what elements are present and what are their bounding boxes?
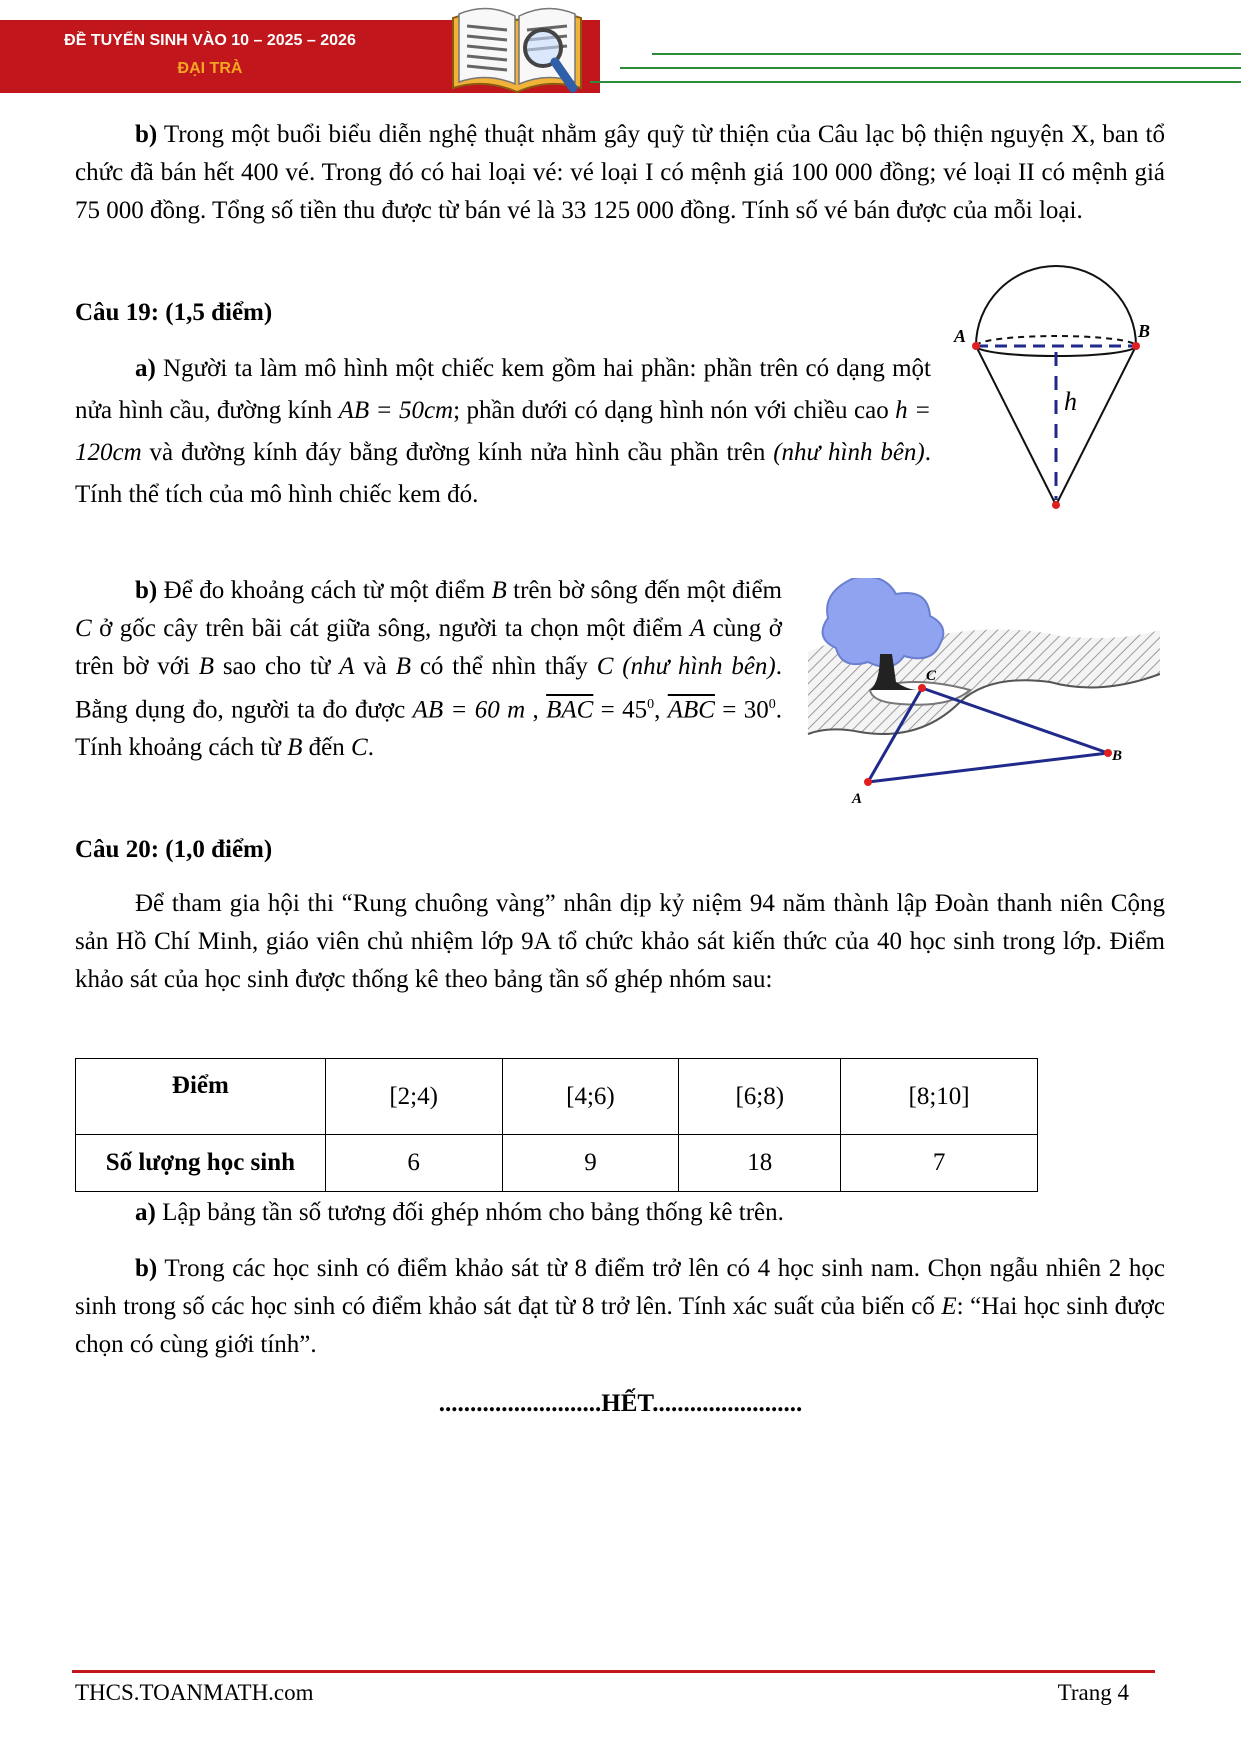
table-count-4: 7: [841, 1135, 1038, 1192]
ice-cream-figure: [950, 262, 1150, 514]
q19b-text-1: Để đo khoảng cách từ một điểm: [157, 577, 492, 604]
q19b-pt-b-3: B: [395, 653, 412, 680]
q19b-pt-c-2: C: [596, 653, 614, 680]
q19a-label: a): [135, 355, 156, 382]
q20-heading: Câu 20: (1,0 điểm): [75, 836, 273, 863]
river-label-b: B: [1112, 748, 1123, 764]
river-label-c: C: [926, 668, 937, 684]
q20b-label: b): [135, 1255, 158, 1282]
q19a-paragraph: [75, 348, 931, 516]
q20a-paragraph: [75, 1194, 1165, 1232]
table-row: [76, 1059, 1038, 1135]
q19b-deg-2: 0: [768, 697, 776, 712]
q20b-text-2: : “Hai học sinh được chọn có cùng giới tính”.: [75, 1293, 1165, 1358]
q19b-pt-b-1: B: [491, 577, 507, 604]
q19b-text-4: cùng ở trên bờ với: [75, 615, 782, 680]
q19b-pt-b-4: B: [287, 734, 303, 762]
q19b-text-6: và: [354, 653, 396, 680]
q19b-text-8: . Bằng dụng đo, người ta đo được: [75, 653, 782, 724]
frequency-table: [75, 1058, 1038, 1192]
q19b-text-5: sao cho từ: [214, 653, 340, 680]
q19a-text-4: . Tính thể tích của mô hình chiếc kem đó.: [75, 439, 932, 508]
q20b-event: E: [941, 1293, 957, 1320]
q19a-math-ab: AB = 50cm: [338, 397, 454, 424]
q18b-text: Trong một buổi biểu diễn nghệ thuật nhằm gây quỹ từ thiện của Câu lạc bộ thiện nguyện X, ban tổ chức đã bán hết 400 vé. Trong đó có hai loại vé: vé loại I có mệnh giá 100 000 đồng; vé loại II có mệnh giá 75 000 đồng. Tổng số tiền thu được từ bán vé là 33 125 000 đồng. Tính số vé bán được của mỗi loại.: [75, 121, 1165, 224]
q19b-text-3: ở gốc cây trên bãi cát giữa sông, người ta chọn một điểm: [91, 615, 691, 642]
table-count-3: 18: [679, 1135, 841, 1192]
table-row: [76, 1135, 1038, 1192]
book-magnifier-icon: [445, 0, 590, 100]
q20b-paragraph: [75, 1250, 1165, 1364]
q19-heading: Câu 19: (1,5 điểm): [75, 299, 273, 326]
label-h: h: [1064, 387, 1077, 416]
footer-page-number: Trang 4: [1057, 1680, 1129, 1705]
q19b-text-10: đến: [308, 734, 351, 762]
river-figure: [800, 578, 1160, 810]
q20-intro: Để tham gia hội thi “Rung chuông vàng” nhân dịp kỷ niệm 94 năm thành lập Đoàn thanh niên Cộng sản Hồ Chí Minh, giáo viên chủ nhiệm lớp 9A tổ chức khảo sát kiến thức của 40 học sinh trong lớp. Điểm khảo sát của học sinh được thống kê theo bảng tần số ghép nhóm sau:: [75, 890, 1165, 993]
q19b-pt-b-2: B: [198, 653, 214, 680]
end-mark: ..........................HẾT........................: [438, 1390, 803, 1417]
q19b-label: b): [135, 577, 158, 604]
table-interval-3: [6;8): [679, 1059, 841, 1135]
river-label-a: A: [852, 791, 863, 807]
table-header-count: Số lượng học sinh: [76, 1135, 326, 1192]
q19b-paragraph: b) Để đo khoảng cách từ một điểm B trên bờ sông đến một điểm C ở gốc cây trên bãi cát giữa sông, người ta chọn một điểm A cùng ở trên bờ với B sao cho từ A và B có thể nhìn thấy C (như hình bên). Bằng dụng đo, người ta đo được AB = 60 m , $\overline{BAC} = 45^0$, $\overline{ABC} = 30^0$. Tính khoảng cách từ B đến C.: [75, 577, 783, 762]
label-a: A: [954, 326, 967, 346]
point-a-dot: [972, 342, 980, 350]
q19a-text-2: ; phần dưới có dạng hình nón với chiều cao: [453, 397, 896, 424]
q19b-angle-abc: $\overline{ABC}$: [667, 696, 715, 724]
label-b: B: [1138, 321, 1150, 341]
q19b-val-bac: = 45: [593, 696, 648, 724]
q19a-text-italic: (như hình bên): [773, 439, 925, 466]
q19b-sep: ,: [525, 696, 547, 724]
q19b-text-7: có thể nhìn thấy: [411, 653, 597, 680]
q19b-deg-1: 0: [647, 697, 655, 712]
q19b-text-9: . Tính khoảng cách từ: [75, 696, 783, 762]
header-title: ĐỀ TUYỂN SINH VÀO 10 – 2025 – 2026: [64, 32, 356, 49]
table-interval-2: [4;6): [502, 1059, 679, 1135]
q20a-label: a): [135, 1199, 156, 1226]
q19b-sep-2: ,: [654, 696, 668, 724]
q19b-pt-a-2: A: [339, 653, 355, 680]
q20b-text-1: Trong các học sinh có điểm khảo sát từ 8 điểm trở lên có 4 học sinh nam. Chọn ngẫu nhiên 2 học sinh trong số các học sinh có điểm khảo sát đạt từ 8 trở lên. Tính xác suất của biến cố: [75, 1255, 1165, 1320]
header-subtitle: ĐẠI TRÀ: [177, 60, 243, 77]
q18b-label: b): [135, 121, 158, 148]
table-header-diem: Điểm: [76, 1059, 326, 1135]
q19a-text-3: và đường kính đáy bằng đường kính nửa hình cầu phần trên: [141, 439, 774, 466]
footer-divider: [72, 1670, 1155, 1673]
q19b-val-abc: = 30: [714, 696, 769, 724]
q19b-pt-c-3: C: [351, 734, 368, 762]
q19a-math-h: h = 120cm: [75, 397, 932, 466]
q19b-math-ab: AB = 60 m: [412, 696, 526, 724]
q19b-text-italic: (như hình bên): [622, 653, 776, 680]
table-interval-1: [2;4): [325, 1059, 502, 1135]
q19b-pt-a-1: A: [690, 615, 706, 642]
header-decor-lines: [590, 50, 1241, 90]
table-interval-4: [8;10]: [841, 1059, 1038, 1135]
footer-site: THCS.TOANMATH.com: [75, 1680, 314, 1705]
table-count-2: 9: [502, 1135, 679, 1192]
q19b-text-2: trên bờ sông đến một điểm: [506, 577, 782, 604]
q19b-pt-c-1: C: [75, 615, 92, 642]
tree-canopy: [823, 578, 944, 667]
q18b-paragraph: [75, 116, 1165, 230]
table-count-1: 6: [325, 1135, 502, 1192]
q19b-angle-bac: $\overline{BAC}$: [546, 696, 594, 724]
cone-tip-dot: [1052, 501, 1060, 509]
point-b-dot: [1132, 342, 1140, 350]
q20a-text: Lập bảng tần số tương đối ghép nhóm cho bảng thống kê trên.: [155, 1199, 784, 1226]
q19a-text-1: Người ta làm mô hình một chiếc kem gồm hai phần: phần trên có dạng một nửa hình cầu, đường kính: [75, 355, 931, 424]
